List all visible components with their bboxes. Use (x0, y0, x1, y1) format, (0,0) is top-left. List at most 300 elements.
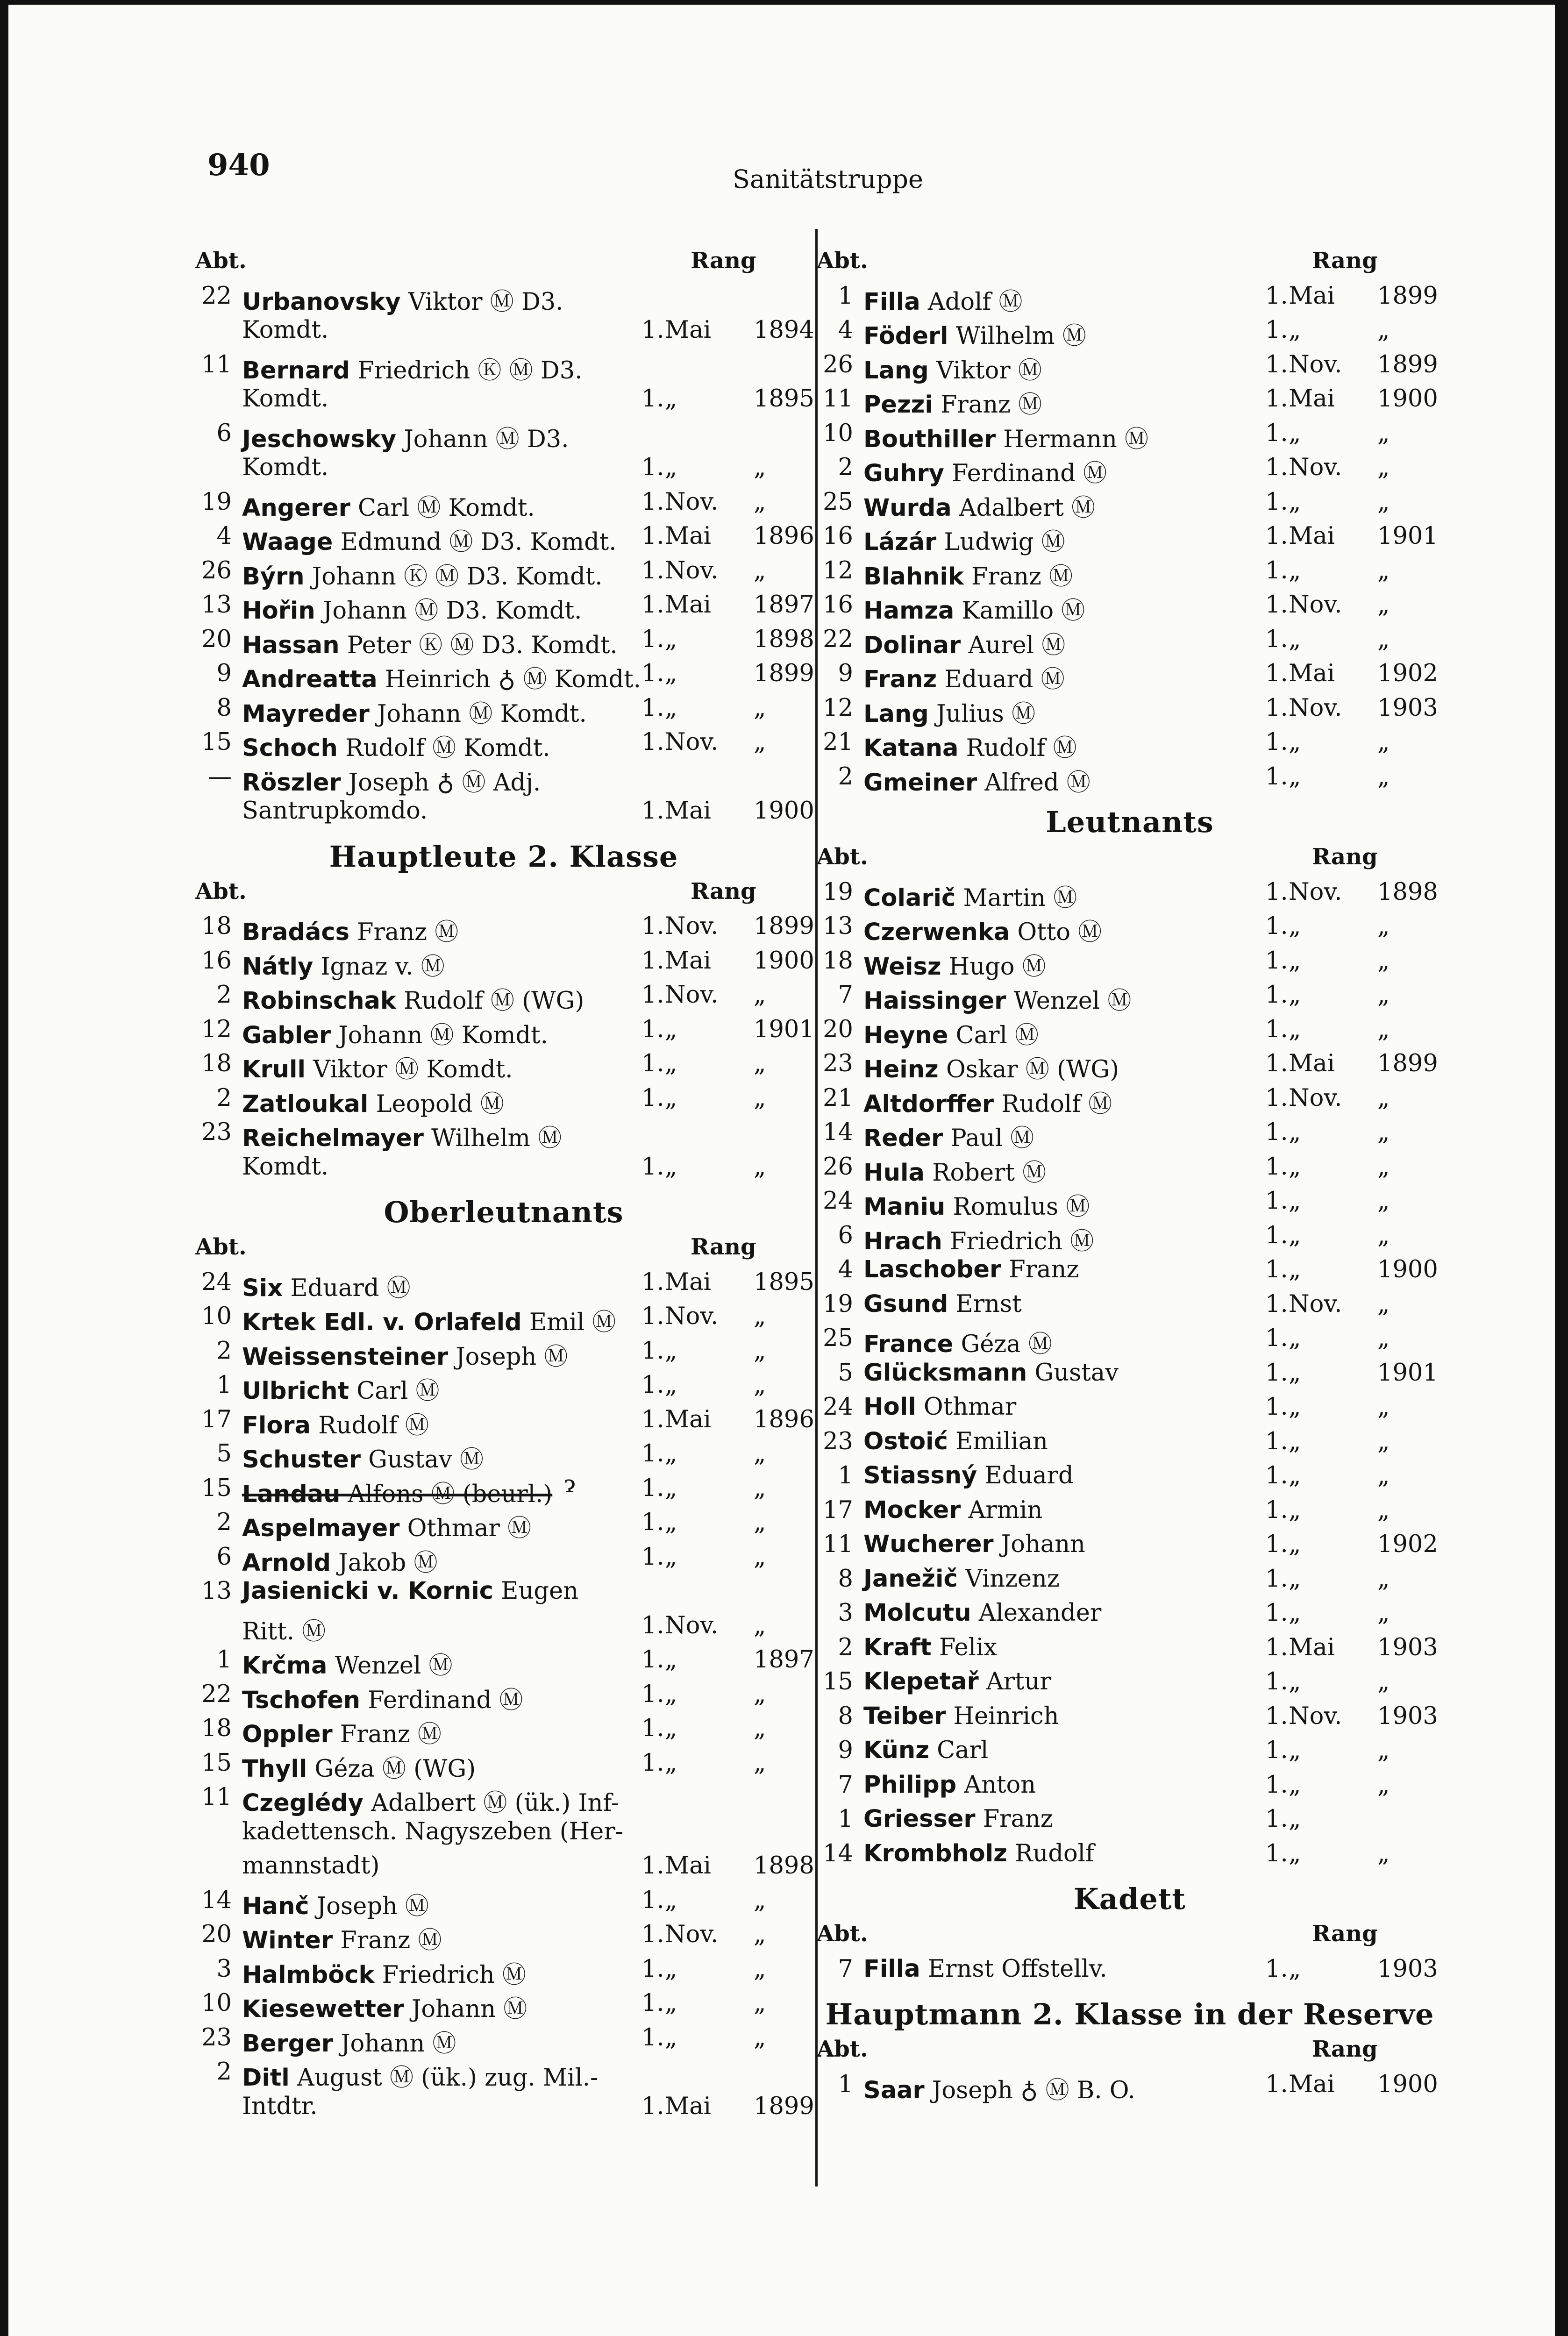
given-name-and-marks: Johann Ⓜ D3. (396, 425, 569, 453)
given-name-and-marks: Ernst Offstellv. (920, 1955, 1107, 1983)
rank-day: 1. (1265, 694, 1288, 722)
officer-name (863, 1668, 1051, 1695)
given-name-and-marks: Ferdinand Ⓜ (360, 1686, 523, 1714)
rank-year: 1901 (754, 1015, 814, 1043)
rank-day: 1. (1265, 1668, 1288, 1695)
abt-number: 3 (216, 1955, 232, 1983)
surname: Reder (863, 1125, 943, 1152)
given-name-and-marks: Johann Ⓜ D3. Komdt. (315, 597, 582, 625)
surname: Winter (242, 1927, 333, 1954)
surname: Halmböck (242, 1961, 375, 1989)
given-name-and-marks: Eduard (977, 1462, 1074, 1489)
abt-number: 16 (823, 522, 853, 550)
rank-day: 1. (641, 591, 664, 619)
surname: Katana (863, 734, 959, 762)
given-name-and-marks: Adalbert Ⓜ (ük.) Inf- (363, 1789, 619, 1817)
rank-day: 1. (1265, 912, 1288, 940)
abt-number: 18 (823, 947, 853, 975)
officer-name (863, 1428, 1048, 1455)
abt-number: 25 (823, 488, 853, 516)
list-item (195, 1084, 812, 1119)
surname: Filla (863, 288, 920, 316)
surname: Jasienicki v. Kornic (242, 1577, 494, 1605)
rank-day: 1. (641, 1405, 664, 1433)
abt-number: 20 (201, 1921, 232, 1948)
surname: Holl (863, 1393, 916, 1421)
rank-month: „ (665, 1749, 677, 1777)
continuation-text: Komdt. (242, 454, 329, 481)
rank-year: 1899 (754, 2092, 814, 2120)
rank-day: 1. (1265, 1839, 1288, 1867)
rank-day: 1. (1265, 1393, 1288, 1421)
rank-month: Nov. (1289, 1702, 1342, 1730)
surname: Bradács (242, 919, 349, 946)
rank-month: „ (1289, 762, 1301, 791)
surname: Hrach (863, 1227, 942, 1255)
given-name-and-marks: Gustav Ⓜ (361, 1446, 484, 1474)
surname: Hamza (863, 597, 955, 625)
rank-day: 1. (641, 694, 664, 722)
rank-month: „ (1289, 1737, 1301, 1764)
given-name-and-marks: Felix (931, 1633, 998, 1661)
given-name-and-marks: Julius Ⓜ (928, 700, 1036, 728)
given-name-and-marks: Alfred Ⓜ (977, 769, 1090, 797)
rank-month: „ (665, 1474, 677, 1502)
list-item (817, 420, 1443, 454)
surname: Guhry (863, 460, 944, 487)
surname: Waage (242, 528, 333, 556)
column-header (195, 878, 812, 913)
rank-year: „ (754, 1474, 766, 1502)
officer-name (863, 1955, 1107, 1983)
surname: Landau (242, 1480, 341, 1508)
officer-name (242, 1268, 411, 1303)
officer-name (863, 1531, 1085, 1558)
list-item (195, 557, 812, 591)
rank-year: „ (754, 1543, 766, 1571)
officer-name (863, 1840, 1094, 1867)
rank-month: „ (1289, 488, 1301, 516)
officer-name (863, 660, 1065, 694)
rank-month: Nov. (665, 488, 719, 516)
rank-year: „ (754, 1749, 766, 1777)
continuation-text: Komdt. (242, 316, 329, 344)
list-item (817, 763, 1443, 798)
abt-number: 6 (216, 1543, 232, 1571)
given-name-and-marks: Armin (961, 1496, 1043, 1524)
officer-name (863, 1393, 1016, 1421)
rank-month: „ (1289, 1771, 1301, 1799)
list-item (817, 1256, 1443, 1290)
list-item (817, 1428, 1443, 1462)
abt-number: 19 (823, 1290, 853, 1318)
surname: Hula (863, 1159, 925, 1187)
surname: Krull (242, 1056, 306, 1083)
rank-month: Mai (665, 2092, 711, 2120)
officer-name (863, 351, 1042, 385)
list-item (817, 1955, 1443, 1990)
list-item (817, 1462, 1443, 1496)
given-name-and-marks: Friedrich Ⓜ (374, 1961, 526, 1989)
list-item (195, 1646, 812, 1681)
surname: Bernard (242, 356, 350, 385)
rank-year: 1900 (1377, 1256, 1438, 1283)
list-item (195, 420, 812, 454)
rank-day: 1. (641, 1371, 664, 1399)
given-name-and-marks: Alfons Ⓜ (beurl.) (340, 1480, 553, 1508)
list-item (817, 626, 1443, 660)
rank-month: „ (1289, 1359, 1301, 1387)
surname: Heyne (863, 1021, 948, 1049)
section-title: Oberleutnants (384, 1195, 624, 1229)
rank-year: „ (1377, 728, 1390, 756)
surname: Franz (863, 666, 937, 693)
page (8, 5, 1555, 2336)
rank-month: „ (1289, 981, 1301, 1009)
rank-month: Nov. (1289, 591, 1342, 619)
surname: Glücksmann (863, 1359, 1027, 1387)
rank-day: 1. (1265, 1153, 1288, 1181)
officer-name (863, 763, 1090, 798)
officer-name (863, 454, 1107, 488)
abt-number: 5 (838, 1359, 853, 1387)
given-name-and-marks: Eduard Ⓜ (937, 666, 1065, 693)
surname: Gabler (242, 1021, 331, 1049)
given-name-and-marks: Friedrich Ⓜ (942, 1227, 1094, 1255)
surname: Wurda (863, 494, 952, 522)
surname: Röszler (242, 769, 341, 797)
officer-name (863, 912, 1102, 947)
given-name-and-marks: Franz Ⓜ (349, 919, 459, 946)
rang-header: Rang (1312, 2036, 1378, 2062)
abt-number: 2 (216, 1509, 232, 1536)
given-name-and-marks: Rudolf Ⓜ (310, 1411, 429, 1439)
given-name-and-marks: Rudolf Ⓜ Komdt. (337, 734, 550, 762)
abt-number: 23 (823, 1427, 853, 1455)
given-name-and-marks: Viktor Ⓜ Komdt. (305, 1056, 513, 1083)
surname: Krtek Edl. v. Orlafeld (242, 1309, 522, 1336)
given-name-and-marks: Wenzel Ⓜ (327, 1652, 453, 1680)
rank-month: Mai (1289, 282, 1335, 310)
rank-year: „ (1377, 1737, 1390, 1764)
rank-day: 1. (641, 1921, 664, 1948)
rank-month: „ (1289, 1531, 1301, 1558)
list-item (195, 1749, 812, 1784)
surname: Lang (863, 356, 929, 385)
surname: Krčma (242, 1652, 328, 1680)
rank-year: „ (754, 1611, 766, 1639)
given-name-and-marks: Otto Ⓜ (1010, 919, 1102, 946)
list-item (195, 1303, 812, 1337)
rank-month: „ (665, 1371, 677, 1399)
rank-year: „ (1377, 1221, 1390, 1249)
officer-name (863, 1599, 1101, 1627)
abt-number: 3 (838, 1599, 853, 1627)
abt-number: 11 (823, 385, 853, 413)
surname: Laschober (863, 1256, 1002, 1283)
rank-year: „ (754, 556, 766, 584)
list-item (817, 1118, 1443, 1153)
list-item (817, 1805, 1443, 1840)
rank-year: „ (754, 1509, 766, 1536)
rank-day: 1. (641, 728, 664, 756)
rank-month: „ (1289, 947, 1301, 975)
given-name-and-marks: Wenzel Ⓜ (1006, 987, 1132, 1015)
rank-day: 1. (641, 1955, 664, 1983)
officer-name (863, 1805, 1053, 1833)
surname: Kraft (863, 1633, 932, 1661)
list-item (817, 351, 1443, 385)
rank-month: „ (1289, 1565, 1301, 1593)
surname: Robinschak (242, 987, 396, 1015)
rank-day: 1. (641, 1153, 664, 1181)
given-name-and-marks: Joseph Ⓜ (448, 1343, 568, 1371)
abt-header: Abt. (195, 1234, 247, 1260)
surname: Býrn (242, 563, 305, 591)
surname: Nátly (242, 953, 314, 981)
abt-number: 4 (216, 522, 232, 550)
rang-header: Rang (1312, 248, 1378, 274)
list-item (817, 1565, 1443, 1600)
rank-month: „ (665, 1050, 677, 1077)
section-title: Hauptmann 2. Klasse in der Reserve (825, 1997, 1434, 2031)
rank-day: 1. (641, 1749, 664, 1777)
surname: Krombholz (863, 1839, 1007, 1867)
abt-number: 8 (838, 1702, 853, 1730)
list-item (817, 2071, 1443, 2105)
continuation-text: Intdtr. (242, 2092, 318, 2120)
rank-day: 1. (641, 385, 664, 413)
rank-day: 1. (1265, 1496, 1288, 1524)
officer-name (242, 1749, 476, 1784)
section-title: Kadett (1073, 1882, 1186, 1916)
rank-year: „ (1377, 625, 1390, 653)
officer-name (863, 1496, 1042, 1524)
list-item (195, 282, 812, 317)
continuation-text: Komdt. (242, 385, 329, 413)
given-name-and-marks: Leopold Ⓜ (368, 1090, 504, 1118)
rank-day: 1. (1265, 947, 1288, 975)
abt-number: 6 (838, 1221, 853, 1249)
rank-year: „ (754, 981, 766, 1009)
officer-name (242, 488, 535, 523)
given-name-and-marks: Rudolf Ⓜ (994, 1090, 1112, 1118)
abt-number: 1 (216, 1646, 232, 1674)
rank-month: „ (665, 1886, 677, 1914)
given-name-and-marks: Géza Ⓜ (WG) (307, 1755, 476, 1783)
rank-year: „ (1377, 1118, 1390, 1146)
rank-day: 1. (1265, 1565, 1288, 1593)
surname: Tschofen (242, 1686, 361, 1714)
rank-year: 1896 (754, 1405, 814, 1433)
given-name-and-marks: Franz (975, 1805, 1053, 1833)
rank-day: 1. (641, 1474, 664, 1502)
officer-name (242, 1303, 616, 1337)
abt-number: 2 (216, 2058, 232, 2086)
officer-name (863, 1118, 1034, 1153)
list-item-continuation (195, 1818, 812, 1852)
list-item (817, 1187, 1443, 1222)
rank-year: „ (1377, 316, 1390, 344)
rank-month: Nov. (1289, 694, 1342, 722)
list-item (817, 488, 1443, 523)
rank-day: 1. (641, 1611, 664, 1639)
surname: Gmeiner (863, 769, 977, 797)
list-item (817, 316, 1443, 351)
rank-year: 1898 (754, 625, 814, 653)
officer-name (863, 1359, 1119, 1387)
officer-name (242, 694, 587, 729)
abt-header: Abt. (817, 1921, 868, 1947)
given-name-and-marks: Adalbert Ⓜ (951, 494, 1095, 522)
rank-year: „ (1377, 556, 1390, 584)
list-item (817, 1496, 1443, 1531)
surname: Arnold (242, 1549, 331, 1577)
abt-number: 10 (201, 1989, 232, 2017)
officer-name (863, 1565, 1060, 1593)
list-item (817, 1531, 1443, 1565)
surname: Bouthiller (863, 425, 996, 453)
rank-year: „ (754, 1989, 766, 2017)
surname: Flora (242, 1411, 311, 1439)
rank-year: 1900 (754, 947, 814, 975)
rank-year: 1902 (1377, 1531, 1438, 1558)
officer-name (863, 694, 1035, 729)
list-item-continuation (195, 2093, 812, 2127)
officer-name (863, 1325, 1052, 1359)
officer-name (242, 557, 602, 591)
abt-number: 15 (823, 1668, 853, 1695)
list-item (817, 454, 1443, 488)
given-name-and-marks: Joseph ♁ Ⓜ Adj. (341, 769, 541, 797)
rank-year: 1898 (754, 1852, 814, 1880)
given-name-and-marks: Artur (978, 1668, 1051, 1695)
surname: Ditl (242, 2064, 290, 2092)
rank-month: „ (665, 1680, 677, 1708)
list-item (195, 728, 812, 763)
rank-day: 1. (1265, 1702, 1288, 1730)
surname: Molcutu (863, 1599, 971, 1627)
surname: Weisz (863, 953, 941, 981)
rank-year: 1899 (754, 912, 814, 940)
officer-name (242, 1016, 548, 1050)
officer-name (242, 1371, 440, 1406)
rank-year: „ (754, 1680, 766, 1708)
rank-year: 1900 (1377, 385, 1438, 413)
rank-month: „ (1289, 1015, 1301, 1043)
rank-year: 1903 (1377, 694, 1438, 722)
given-name-and-marks: Emilian (948, 1427, 1048, 1455)
officer-name (863, 1462, 1074, 1489)
officer-name (863, 1634, 997, 1661)
abt-number: 26 (201, 556, 232, 584)
rank-day: 1. (641, 981, 664, 1009)
given-name-and-marks: Heinrich ♁ Ⓜ Komdt. (377, 666, 641, 693)
rank-month: Nov. (1289, 1084, 1342, 1112)
surname: Hassan (242, 631, 340, 659)
surname: Lang (863, 700, 929, 728)
rank-day: 1. (1265, 1599, 1288, 1627)
rank-month: „ (665, 1440, 677, 1467)
rank-day: 1. (1265, 981, 1288, 1009)
handwritten-mark: ɂ (564, 1470, 576, 1498)
surname: Föderl (863, 322, 948, 350)
list-item (195, 1406, 812, 1440)
abt-number: 20 (823, 1015, 853, 1043)
list-item (195, 488, 812, 523)
rank-year: „ (1377, 454, 1390, 481)
list-item (195, 1681, 812, 1715)
rank-day: 1. (1265, 1462, 1288, 1489)
abt-number: 21 (823, 1084, 853, 1112)
rank-year: „ (1377, 591, 1390, 619)
given-name-and-marks: Friedrich Ⓚ Ⓜ D3. (350, 356, 583, 385)
rank-day: 1. (1265, 522, 1288, 550)
rank-day: 1. (1265, 316, 1288, 344)
column-header (195, 248, 812, 282)
given-name-and-marks: Johann Ⓜ (404, 1995, 527, 2023)
surname: Angerer (242, 494, 350, 522)
list-item (817, 385, 1443, 420)
abt-number: 1 (216, 1371, 232, 1399)
officer-name (863, 557, 1073, 591)
rank-year: „ (1377, 1462, 1390, 1489)
rank-month: „ (665, 1153, 677, 1181)
list-item (195, 591, 812, 626)
page-number: 940 (207, 148, 270, 183)
abt-number: 26 (823, 350, 853, 378)
rank-month: „ (1289, 419, 1301, 447)
officer-name (242, 1887, 429, 1921)
abt-number: 23 (201, 2023, 232, 2051)
rank-day: 1. (1265, 1015, 1288, 1043)
list-item (195, 660, 812, 694)
surname: Czerwenka (863, 919, 1010, 946)
rank-year: „ (1377, 1187, 1390, 1215)
rank-month: „ (1289, 1839, 1301, 1867)
rank-month: Nov. (1289, 1290, 1342, 1318)
rank-day: 1. (641, 1440, 664, 1467)
rank-year: 1902 (1377, 660, 1438, 687)
list-item (195, 1268, 812, 1303)
list-item (195, 1470, 812, 1509)
given-name-and-marks: Ernst (948, 1290, 1022, 1318)
list-item (195, 1050, 812, 1084)
surname: Griesser (863, 1805, 976, 1833)
column-header (817, 2036, 1443, 2071)
list-item (817, 522, 1443, 557)
abt-number: 10 (201, 1303, 232, 1330)
abt-number: 13 (201, 591, 232, 619)
rank-month: „ (665, 1989, 677, 2017)
given-name-and-marks: Edmund Ⓜ D3. Komdt. (333, 528, 617, 556)
abt-number: 7 (838, 1771, 853, 1799)
abt-number: 10 (823, 419, 853, 447)
continuation-text: Santrupkomdo. (242, 797, 428, 825)
given-name-and-marks: Othmar (916, 1393, 1017, 1421)
officer-name (863, 420, 1148, 454)
given-name-and-marks: Rudolf Ⓜ (958, 734, 1077, 762)
list-item (817, 1668, 1443, 1702)
abt-number: 12 (823, 556, 853, 584)
list-item (195, 1509, 812, 1543)
officer-name (863, 488, 1095, 523)
rank-day: 1. (641, 2023, 664, 2051)
surname: Mocker (863, 1496, 961, 1524)
rank-year: „ (1377, 1668, 1390, 1695)
officer-name (863, 316, 1086, 351)
surname: Lázár (863, 528, 937, 556)
